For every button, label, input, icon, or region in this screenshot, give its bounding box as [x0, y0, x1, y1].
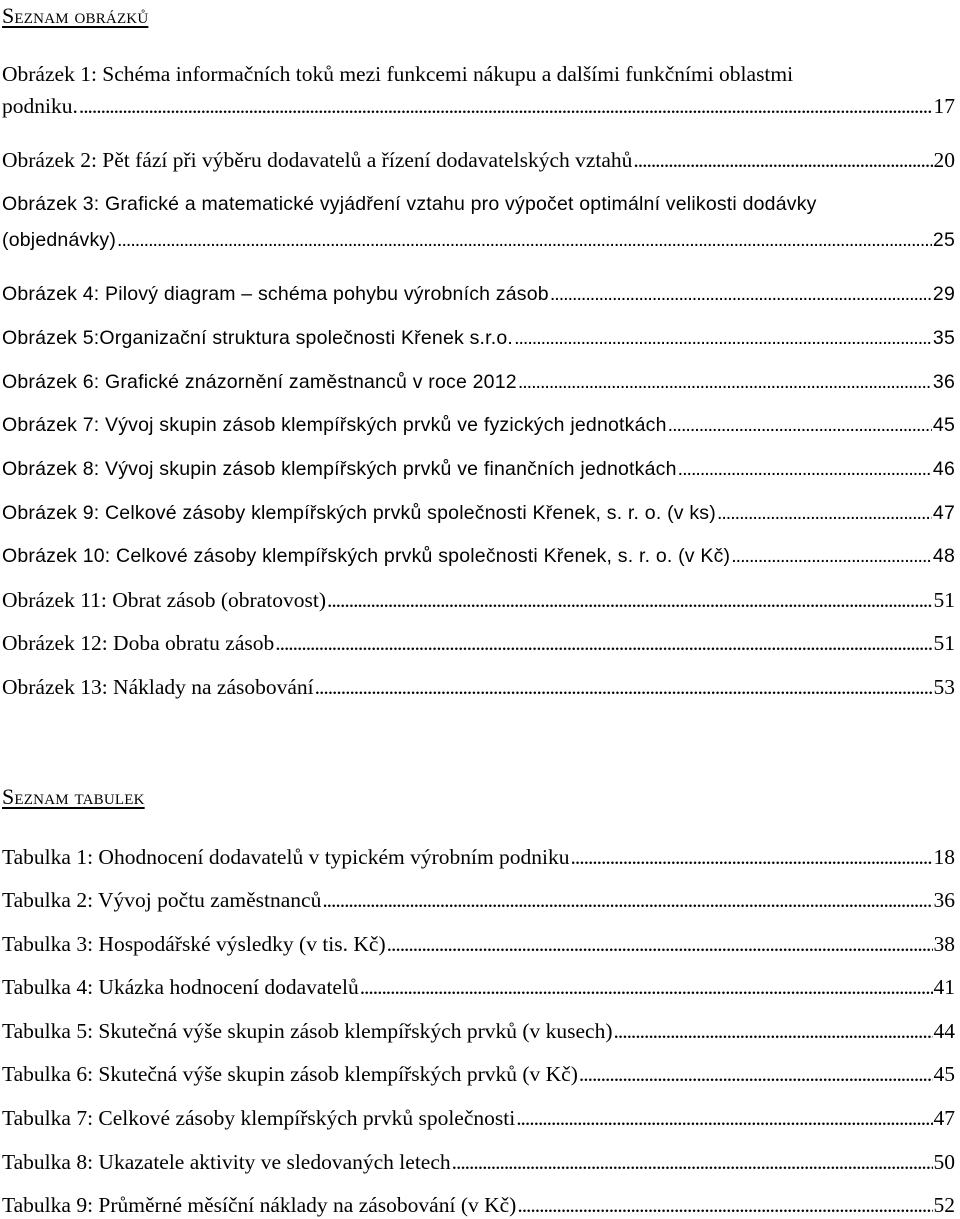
figure-page-number: 35 — [932, 327, 955, 349]
dot-leader — [322, 886, 932, 914]
figure-entry-label: (objednávky) — [2, 229, 117, 251]
dot-leader — [514, 324, 932, 352]
figure-entry-label: Obrázek 11: Obrat zásob (obratovost) — [2, 588, 326, 612]
dot-leader — [315, 673, 933, 701]
figure-entry-5[interactable] — [2, 324, 955, 352]
figure-entry-line1: Obrázek 1: Schéma informačních toků mezi funkcemi nákupu a dalšími funkčními oblastmi — [2, 62, 794, 86]
table-page-number: 45 — [933, 1062, 955, 1086]
figure-entry-12[interactable] — [2, 629, 955, 657]
table-entry-1[interactable] — [2, 843, 955, 871]
dot-leader — [633, 146, 932, 174]
figure-entry-label: Obrázek 8: Vývoj skupin zásob klempířských prvků ve finančních jednotkách — [2, 458, 677, 480]
figure-entry-label: Obrázek 7: Vývoj skupin zásob klempířských prvků ve fyzických jednotkách — [2, 414, 667, 436]
figure-entry-10[interactable] — [2, 542, 955, 570]
figure-page-number: 51 — [933, 588, 955, 612]
table-page-number: 38 — [933, 932, 955, 956]
table-entry-7[interactable] — [2, 1104, 955, 1132]
dot-leader — [327, 586, 933, 614]
figure-page-number: 53 — [933, 675, 955, 699]
figure-entry-4[interactable] — [2, 280, 955, 308]
tables-heading: Seznam tabulek — [2, 784, 145, 809]
figure-entry-line1: Obrázek 3: Grafické a matematické vyjádření vztahu pro výpočet optimální velikosti dodávky — [2, 193, 817, 215]
dot-leader — [79, 92, 933, 120]
table-page-number: 36 — [933, 888, 955, 912]
table-entry-6[interactable] — [2, 1060, 955, 1088]
table-entry-4[interactable] — [2, 973, 955, 1001]
dot-leader — [579, 1060, 933, 1088]
figure-entry-label: podniku. — [2, 94, 78, 118]
figure-entry-6[interactable] — [2, 368, 955, 396]
figure-entry-9[interactable] — [2, 499, 955, 527]
figure-page-number: 17 — [933, 94, 955, 118]
figure-page-number: 36 — [932, 371, 955, 393]
table-page-number: 18 — [933, 845, 955, 869]
table-page-number: 47 — [933, 1106, 955, 1130]
table-entry-5[interactable] — [2, 1017, 955, 1045]
figure-entry-label: Obrázek 6: Grafické znázornění zaměstnanců v roce 2012 — [2, 371, 517, 393]
table-entry-label: Tabulka 5: Skutečná výše skupin zásob klempířských prvků (v kusech) — [2, 1019, 613, 1043]
figure-page-number: 47 — [932, 502, 955, 524]
table-entry-8[interactable] — [2, 1148, 955, 1176]
figure-entry-label: Obrázek 10: Celkové zásoby klempířských prvků společnosti Křenek, s. r. o. (v Kč) — [2, 545, 731, 567]
table-entry-3[interactable] — [2, 930, 955, 958]
figure-entry-7[interactable] — [2, 411, 955, 439]
figure-entry-label: Obrázek 13: Náklady na zásobování — [2, 675, 314, 699]
dot-leader — [275, 629, 932, 657]
figure-entry-2[interactable] — [2, 146, 955, 174]
figure-page-number: 46 — [932, 458, 955, 480]
table-page-number: 44 — [933, 1019, 955, 1043]
table-entry-label: Tabulka 8: Ukazatele aktivity ve sledovaných letech — [2, 1150, 451, 1174]
table-entry-label: Tabulka 3: Hospodářské výsledky (v tis. Kč) — [2, 932, 386, 956]
figure-page-number: 48 — [932, 545, 955, 567]
table-entry-label: Tabulka 2: Vývoj počtu zaměstnanců — [2, 888, 322, 912]
dot-leader — [452, 1148, 933, 1176]
table-entry-label: Tabulka 4: Ukázka hodnocení dodavatelů — [2, 975, 359, 999]
table-entry-label: Tabulka 6: Skutečná výše skupin zásob klempířských prvků (v Kč) — [2, 1062, 578, 1086]
figure-page-number: 29 — [932, 283, 955, 305]
table-page-number: 52 — [933, 1193, 955, 1217]
dot-leader — [614, 1017, 933, 1045]
dot-leader — [117, 226, 932, 254]
table-entry-9[interactable] — [2, 1191, 955, 1219]
figure-page-number: 45 — [932, 414, 955, 436]
figure-entry-3[interactable] — [2, 190, 955, 254]
figure-entry-label: Obrázek 2: Pět fází při výběru dodavatelů a řízení dodavatelských vztahů — [2, 148, 633, 172]
dot-leader — [668, 411, 932, 439]
dot-leader — [550, 280, 932, 308]
figures-heading: Seznam obrázků — [2, 3, 149, 28]
figure-page-number: 51 — [933, 631, 955, 655]
figure-entry-1[interactable] — [2, 60, 955, 120]
table-page-number: 50 — [933, 1150, 955, 1174]
dot-leader — [678, 455, 932, 483]
dot-leader — [387, 930, 933, 958]
figure-page-number: 25 — [932, 229, 955, 251]
dot-leader — [517, 1191, 932, 1219]
figure-entry-label: Obrázek 4: Pilový diagram – schéma pohybu výrobních zásob — [2, 283, 549, 305]
table-entry-label: Tabulka 9: Průměrné měsíční náklady na zásobování (v Kč) — [2, 1193, 517, 1217]
table-entry-2[interactable] — [2, 886, 955, 914]
figure-entry-label: Obrázek 5:Organizační struktura společnosti Křenek s.r.o. — [2, 327, 514, 349]
figure-entry-8[interactable] — [2, 455, 955, 483]
dot-leader — [717, 499, 932, 527]
figure-entry-13[interactable] — [2, 673, 955, 701]
table-page-number: 41 — [933, 975, 955, 999]
figure-page-number: 20 — [933, 148, 955, 172]
figure-entry-label: Obrázek 9: Celkové zásoby klempířských prvků společnosti Křenek, s. r. o. (v ks) — [2, 502, 716, 524]
dot-leader — [360, 973, 933, 1001]
dot-leader — [516, 1104, 932, 1132]
dot-leader — [571, 843, 933, 871]
table-entry-label: Tabulka 1: Ohodnocení dodavatelů v typickém výrobním podniku — [2, 845, 570, 869]
dot-leader — [518, 368, 932, 396]
figure-entry-11[interactable] — [2, 586, 955, 614]
dot-leader — [731, 542, 932, 570]
table-entry-label: Tabulka 7: Celkové zásoby klempířských prvků společnosti — [2, 1106, 516, 1130]
figure-entry-label: Obrázek 12: Doba obratu zásob — [2, 631, 275, 655]
